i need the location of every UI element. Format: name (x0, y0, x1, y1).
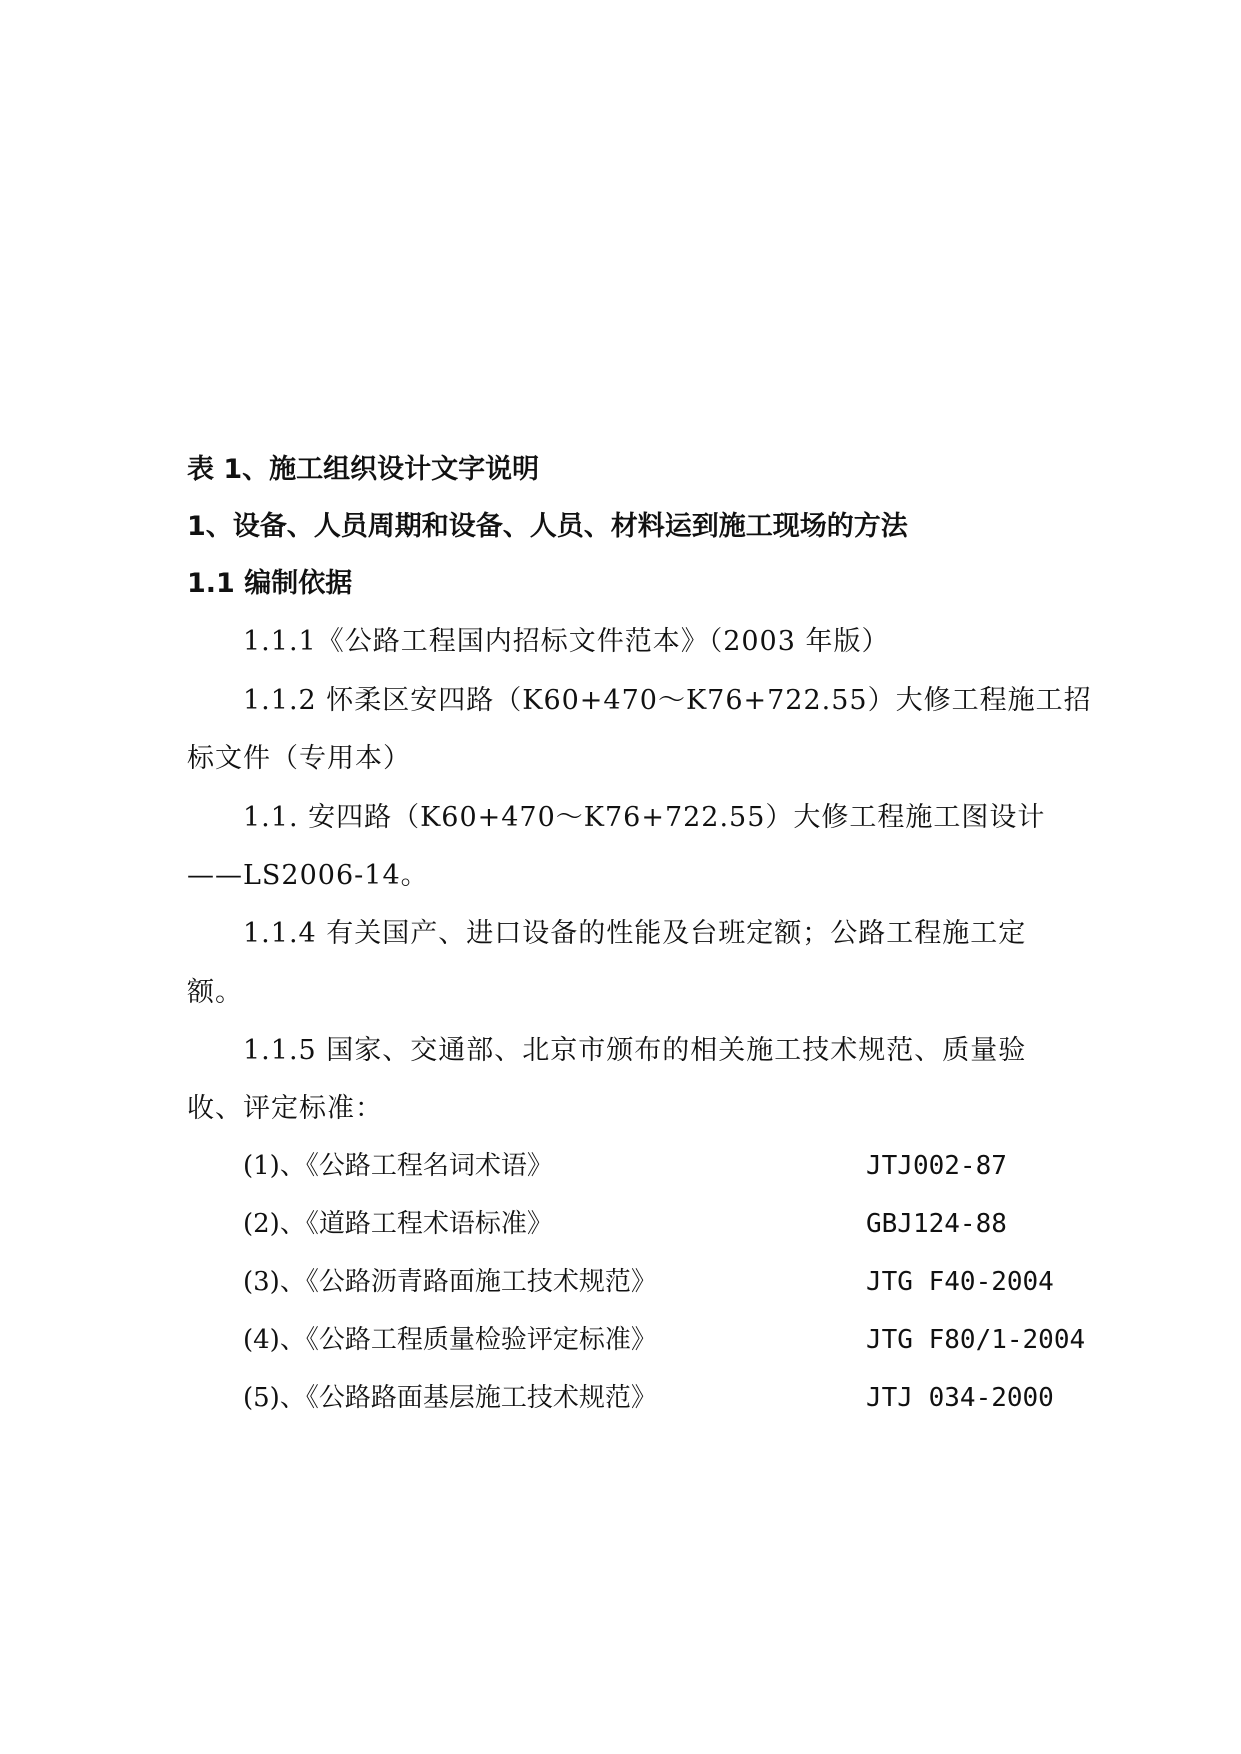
basis-item-5-continued: 收、评定标准： (187, 1093, 383, 1124)
standard-code: JTG F80/1-2004 (866, 1325, 1086, 1355)
basis-item-3-continued: ——LS2006-14。 (187, 860, 429, 891)
basis-item-4: 1.1.4 有关国产、进口设备的性能及台班定额；公路工程施工定 (243, 918, 1027, 949)
standard-code: GBJ124-88 (866, 1209, 1007, 1239)
section-heading: 1、设备、人员周期和设备、人员、材料运到施工现场的方法 (187, 511, 908, 542)
standard-name: (4)、《公路工程质量检验评定标准》 (243, 1325, 657, 1355)
standard-name: (3)、《公路沥青路面施工技术规范》 (243, 1267, 657, 1297)
basis-item-1: 1.1.1《公路工程国内招标文件范本》（2003 年版） (243, 626, 890, 657)
standard-code: JTJ 034-2000 (866, 1383, 1054, 1413)
standard-name: (5)、《公路路面基层施工技术规范》 (243, 1383, 657, 1413)
basis-item-2: 1.1.2 怀柔区安四路（K60+470～K76+722.55）大修工程施工招 (243, 685, 1092, 716)
basis-item-5: 1.1.5 国家、交通部、北京市颁布的相关施工技术规范、质量验 (243, 1035, 1027, 1066)
table-title: 表 1、施工组织设计文字说明 (187, 454, 540, 485)
standard-name: (1)、《公路工程名词术语》 (243, 1151, 553, 1181)
basis-item-3: 1.1. 安四路（K60+470～K76+722.55）大修工程施工图设计 (243, 802, 1046, 833)
standard-code: JTJ002-87 (866, 1151, 1007, 1181)
basis-item-4-continued: 额。 (187, 977, 243, 1008)
subsection-heading: 1.1 编制依据 (187, 568, 353, 599)
standard-name: (2)、《道路工程术语标准》 (243, 1209, 553, 1239)
standard-code: JTG F40-2004 (866, 1267, 1054, 1297)
basis-item-2-continued: 标文件（专用本） (187, 743, 411, 774)
